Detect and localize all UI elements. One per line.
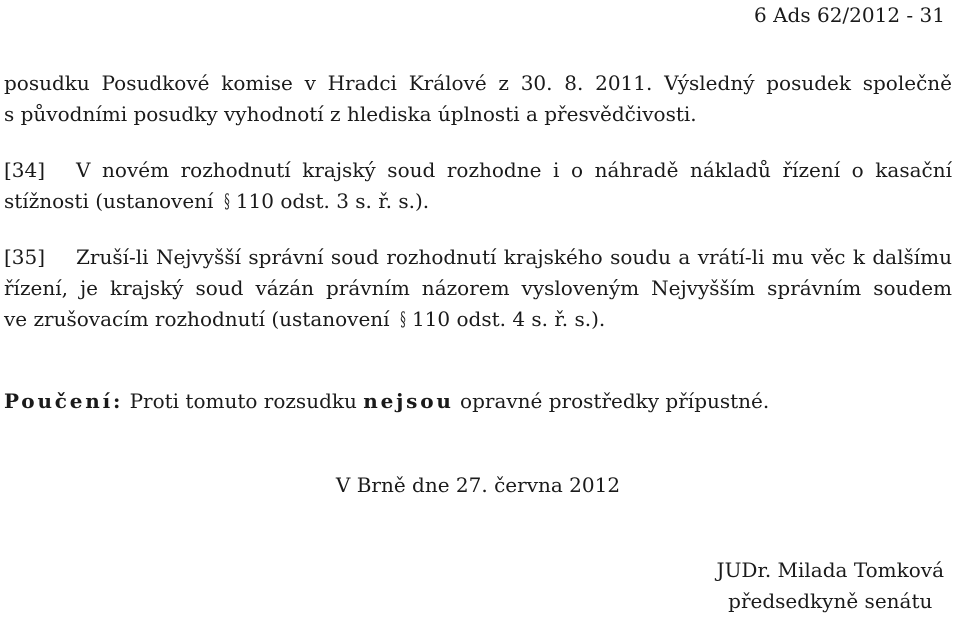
- instruction-text: opravné prostředky přípustné.: [460, 389, 770, 413]
- paragraph-text: V novém rozhodnutí krajský soud rozhodne i o náhradě nákladů řízení o kasační: [76, 158, 952, 182]
- signature-block: [717, 555, 944, 617]
- paragraph-line: řízení, je krajský soud vázán právním názorem vysloveným Nejvyšším správním soudem: [4, 276, 952, 300]
- instruction-text: Proti tomuto rozsudku: [129, 389, 357, 413]
- paragraph-text: 110 odst. 4 s. ř. s.).: [411, 307, 606, 331]
- signatory-name: JUDr. Milada Tomková: [716, 558, 944, 582]
- paragraph-intro: [4, 68, 952, 130]
- legal-instruction: [4, 386, 952, 417]
- paragraph-number: [35]: [4, 245, 46, 269]
- paragraph-text: stížnosti (ustanovení: [4, 189, 214, 213]
- paragraph-text: Zruší-li Nejvyšší správní soud rozhodnutí krajského soudu a vrátí-li mu věc k dalšímu: [76, 245, 952, 269]
- section-sign: §: [224, 189, 230, 213]
- signatory-role: předsedkyně senátu: [728, 589, 933, 613]
- paragraph-line: [4, 186, 952, 217]
- paragraph-text: 110 odst. 3 s. ř. s.).: [235, 189, 430, 213]
- instruction-label: Poučení:: [4, 389, 124, 413]
- paragraph-line: posudku Posudkové komise v Hradci Králové z 30. 8. 2011. Výsledný posudek společně: [4, 71, 952, 95]
- section-sign: §: [400, 307, 406, 331]
- paragraph-number: [34]: [4, 158, 46, 182]
- paragraph-line: [4, 304, 952, 335]
- paragraph-line: [4, 155, 952, 186]
- instruction-emphasis: nejsou: [363, 389, 454, 413]
- paragraph-34: [4, 155, 952, 217]
- place-date: V Brně dne 27. června 2012: [335, 473, 621, 497]
- case-reference: 6 Ads 62/2012 - 31: [754, 3, 945, 27]
- paragraph-line: [4, 242, 952, 273]
- paragraph-text: ve zrušovacím rozhodnutí (ustanovení: [4, 307, 390, 331]
- paragraph-35: [4, 242, 952, 335]
- paragraph-line: s původními posudky vyhodnotí z hlediska úplnosti a přesvědčivosti.: [4, 102, 697, 126]
